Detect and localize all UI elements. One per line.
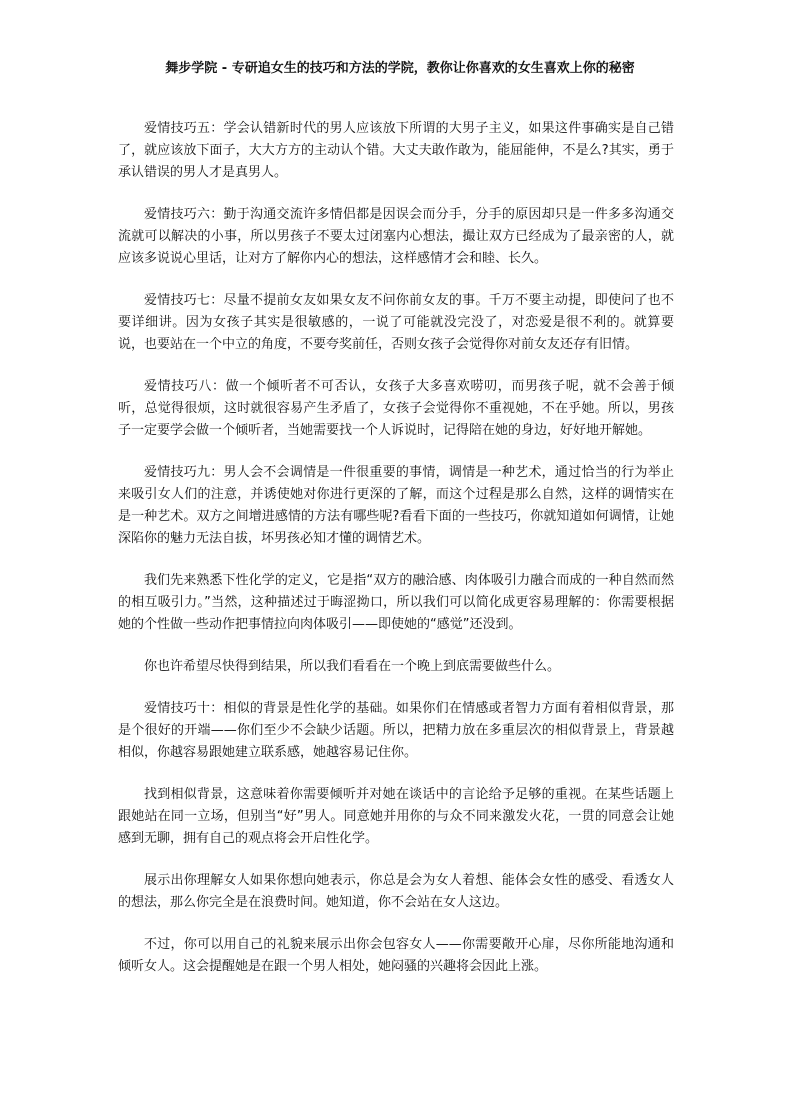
paragraph-one-evening: 你也许希望尽快得到结果，所以我们看看在一个晚上到底需要做些什么。 — [144, 659, 561, 674]
paragraph-tip-5: 爱情技巧五：学会认错新时代的男人应该放下所谓的大男子主义，如果这件事确实是自己错了，就应该放下面子，大大方方的主动认个错。大丈夫敢作敢为，能屈能伸，不是么?其实，勇于承认错误的男人才是真男人。 — [118, 121, 674, 180]
paragraph-tip-6: 爱情技巧六：勤于沟通交流许多情侣都是因误会而分手，分手的原因却只是一件多多沟通交流就可以解决的小事，所以男孩子不要太过闭塞内心想法，撮让双方已经成为了最亲密的人，就应该多说说心里话，让对方了解你内心的想法，这样感情才会和睦、长久。 — [118, 207, 674, 266]
paragraph-tip-10: 爱情技巧十：相似的背景是性化学的基础。如果你们在情感或者智力方面有着相似背景，那是个很好的开端——你们至少不会缺少话题。所以，把精力放在多重层次的相似背景上，背景越相似，你越容易跟她建立联系感，她越容易记住你。 — [118, 701, 674, 760]
paragraph-similar-background: 找到相似背景，这意味着你需要倾听并对她在谈话中的言论给予足够的重视。在某些话题上跟她站在同一立场，但别当“好”男人。同意她并用你的与众不同来激发火花，一贯的同意会让她感到无聊，拥有自己的观点将会开启性化学。 — [118, 787, 674, 846]
paragraph-understand-women: 展示出你理解女人如果你想向她表示，你总是会为女人着想、能体会女性的感受、看透女人的想法，那么你完全是在浪费时间。她知道，你不会站在女人这边。 — [118, 873, 674, 910]
document-title: 舞步学院 - 专研追女生的技巧和方法的学院，教你让你喜欢的女生喜欢上你的秘密 — [165, 61, 635, 76]
paragraph-politeness: 不过，你可以用自己的礼貌来展示出你会包容女人——你需要敞开心扉，尽你所能地沟通和倾听女人。这会提醒她是在跟一个男人相处，她闷骚的兴趣将会因此上涨。 — [118, 937, 674, 974]
document-body — [118, 118, 674, 998]
paragraph-tip-8: 爱情技巧八：做一个倾听者不可否认，女孩子大多喜欢唠叨，而男孩子呢，就不会善于倾听，总觉得很烦，这时就很容易产生矛盾了，女孩子会觉得你不重视她，不在乎她。所以，男孩子一定要学会做一个倾听者，当她需要找一个人诉说时，记得陪在她的身边，好好地开解她。 — [118, 379, 674, 438]
paragraph-tip-9: 爱情技巧九：男人会不会调情是一件很重要的事情，调情是一种艺术，通过恰当的行为举止来吸引女人们的注意，并诱使她对你进行更深的了解，而这个过程是那么自然，这样的调情实在是一种艺术。双方之间增进感情的方法有哪些呢?看看下面的一些技巧，你就知道如何调情，让她深陷你的魅力无法自拔，坏男孩必知才懂的调情艺术。 — [118, 465, 674, 546]
paragraph-tip-7: 爱情技巧七：尽量不提前女友如果女友不问你前女友的事。千万不要主动提，即使问了也不要详细讲。因为女孩子其实是很敏感的，一说了可能就没完没了，对恋爱是很不利的。就算要说，也要站在一个中立的角度，不要夸奖前任，否则女孩子会觉得你对前女友还存有旧情。 — [118, 293, 674, 352]
paragraph-chemistry-definition: 我们先来熟悉下性化学的定义，它是指“双方的融洽感、肉体吸引力融合而成的一种自然而然的相互吸引力。”当然，这种描述过于晦涩拗口，所以我们可以简化成更容易理解的：你需要根据她的个性做一些动作把事情拉向肉体吸引——即使她的“感觉”还没到。 — [118, 573, 674, 632]
